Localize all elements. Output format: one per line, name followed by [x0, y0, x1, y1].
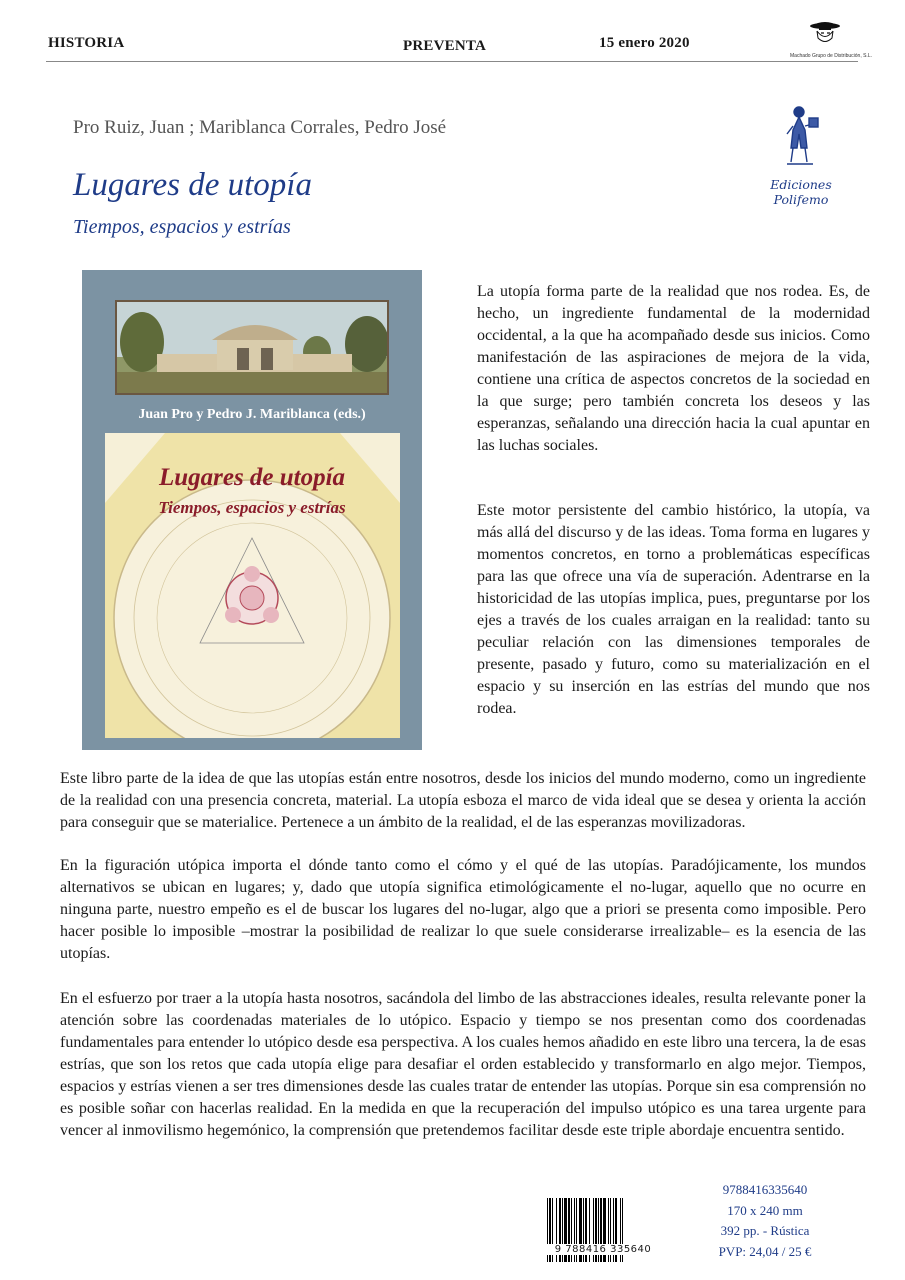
- cover-painting: [115, 300, 389, 395]
- cover-subtitle: Tiempos, espacios y estrías: [158, 498, 346, 517]
- description-paragraph: La utopía forma parte de la realidad que nos rodea. Es, de hecho, un ingrediente fundamental de la modernidad occidental, a la que ha acompañado desde sus inicios. Como manifestación de las aspiraciones de mejora de la vida, contiene una crítica de aspectos concretos de la sociedad en la que surge; pero también concreta los deseos y las esperanzas, señalando una dirección hacia la cual apuntar en las luchas sociales.: [477, 283, 870, 454]
- book-subtitle: Tiempos, espacios y estrías: [73, 216, 291, 238]
- distributor-logo: [790, 16, 872, 62]
- header-divider: [46, 61, 858, 62]
- isbn: 9788416335640: [722, 1182, 808, 1197]
- description-paragraph: En el esfuerzo por traer a la utopía hasta nosotros, sacándola del limbo de las abstracciones ideales, resulta relevante poner la atención sobre las coordenadas materiales de lo utópico. Espacio y tiempo se nos presentan como dos coordenadas fundamentales para entender lo utópico desde esa perspectiva. A los cuales hemos añadido en este libro una tercera, la de esas estrías, que son los retos que cada utopía elige para desafiar el orden establecido y transformarlo en algo mejor. Tiempos, espacios y estrías vienen a ser tres dimensiones desde las cuales tratar de entender las utopías. Porque sin esa comprensión no es posible soñar con hacerlas realidad. En la medida en que la recuperación del impulso utópico es una tarea urgente para vencer al inmovilismo hegemónico, la comprensión que pretendemos facilitar desde este triple abordaje encuentra sentido.: [60, 990, 866, 1139]
- barcode-digits: 9 788416 335640: [539, 1244, 667, 1255]
- description-paragraph: En la figuración utópica importa el dónde tanto como el cómo y el qué de las utopías. Paradójicamente, los mundos alternativos se ubican en lugares; y, dado que utopía significa etimológicamente el no-lugar, aquello que no ocurre en ninguna parte, nuestro empeño es el de buscar los lugares del no-lugar, algo que a priori se presenta como imposible. Pero hacer posible lo imposible –mostrar la posibilidad de realizar lo que suele considerarse irrealizable– es la esencia de las utopías.: [60, 857, 866, 962]
- polyphemus-figure-icon: [781, 104, 821, 166]
- book-title: Lugares de utopía: [73, 167, 312, 203]
- dimensions: 170 x 240 mm: [727, 1202, 803, 1218]
- section-label: HISTORIA: [48, 35, 125, 51]
- price: PVP: 24,04 / 25 €: [718, 1243, 812, 1259]
- distributor-name: Machado Grupo de Distribución, S.L.: [790, 53, 872, 59]
- description-paragraph: Este libro parte de la idea de que las utopías están entre nosotros, desde los inicios del mundo moderno, como un ingrediente de la realidad con una presencia concreta, material. La utopía esboza el marco de vida ideal que se desea y orienta la acción para conseguir que se materialice. Pertenece a un ámbito de la realidad, el de las esperanzas movilizadoras.: [60, 770, 866, 831]
- publisher-logo: [745, 104, 857, 207]
- book-authors: Pro Ruiz, Juan ; Mariblanca Corrales, Pedro José: [73, 117, 447, 138]
- description-paragraph: Este motor persistente del cambio histórico, la utopía, va más allá del discurso y de las ideas. Toma forma en lugares y momentos concretos, en torno a problemáticas específicas para las que ofrece una vía de superación. Adentrarse en la historicidad de las utopías implica, pues, preguntarse por los ejes a través de los cuales arraigan en la realidad: tanto su peculiar relación con las dimensiones temporales de presente, pasado y futuro, como su materialización en el espacio y su inserción en las estrías del mundo que nos rodea.: [477, 502, 870, 717]
- presale-label: PREVENTA: [403, 38, 486, 54]
- book-specs: [690, 1180, 840, 1262]
- page-count-binding: 392 pp. - Rústica: [720, 1223, 810, 1238]
- publisher-name: Ediciones Polifemo: [770, 177, 832, 207]
- cover-editors: Juan Pro y Pedro J. Mariblanca (eds.): [138, 407, 366, 422]
- distributor-logo-icon: [805, 16, 845, 46]
- cover-title: Lugares de utopía: [158, 464, 346, 491]
- release-date: 15 enero 2020: [599, 35, 690, 51]
- book-cover: [82, 270, 422, 750]
